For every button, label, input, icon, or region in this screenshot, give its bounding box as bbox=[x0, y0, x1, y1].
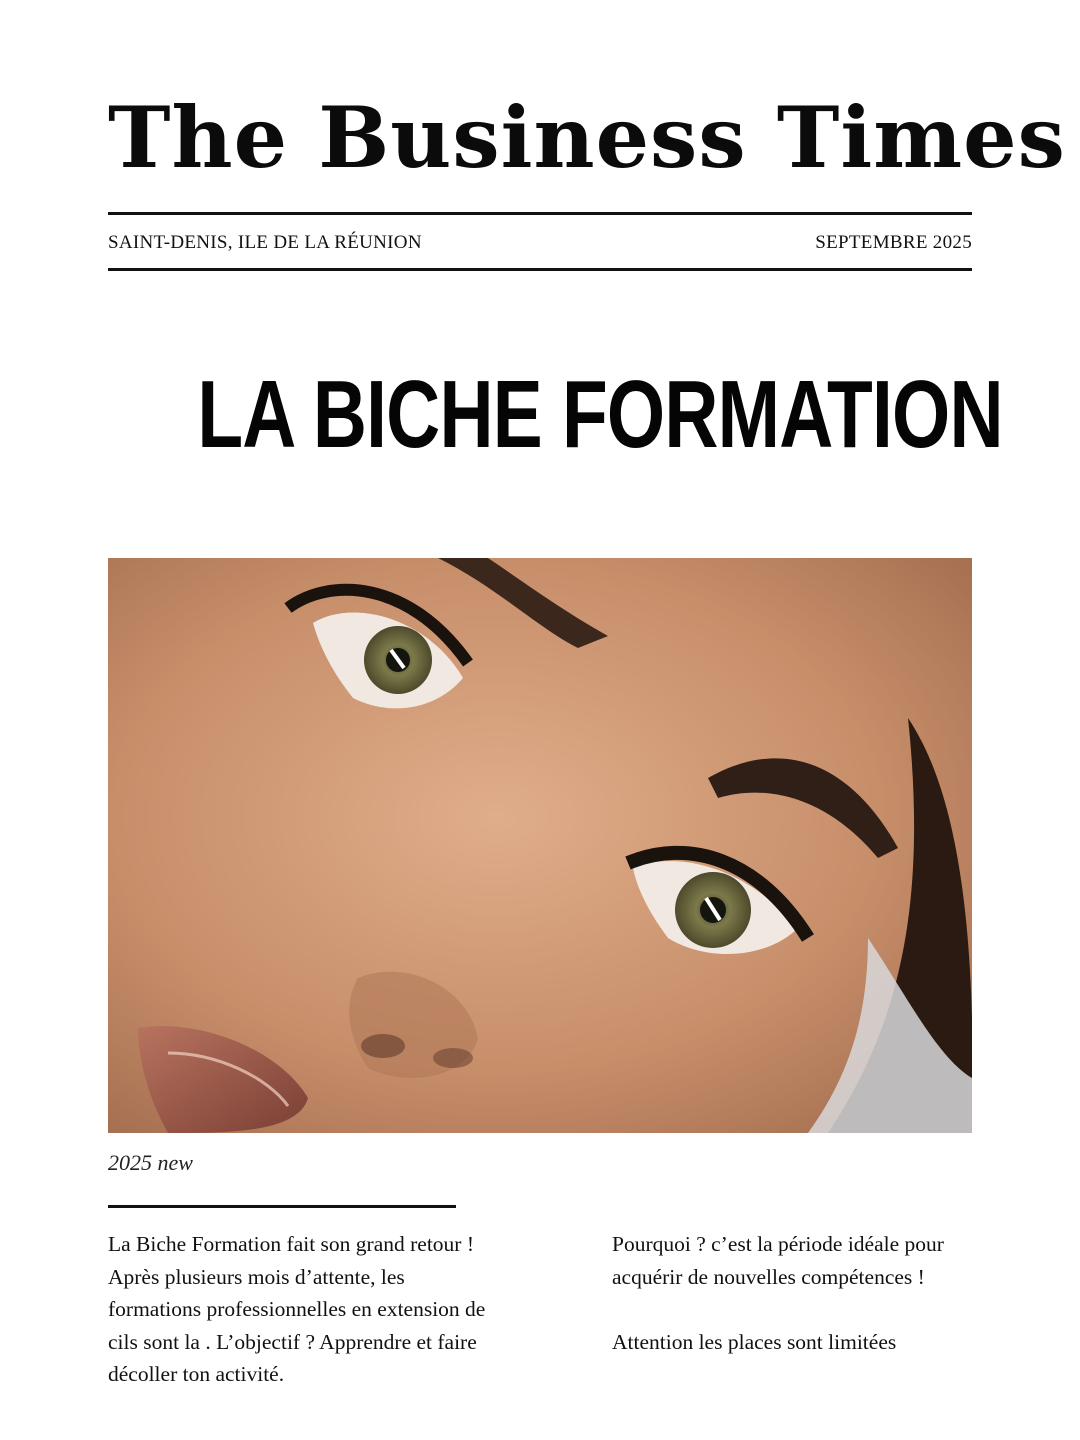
article-line: formations professionnelles en extension de bbox=[108, 1297, 486, 1321]
cover-photo bbox=[108, 558, 972, 1133]
dateline-date: SEPTEMBRE 2025 bbox=[815, 232, 972, 253]
article-note: Attention les places sont limitées bbox=[612, 1329, 897, 1354]
cover-photo-illustration bbox=[108, 558, 972, 1133]
masthead-rule-top bbox=[108, 212, 972, 215]
headline: LA BICHE FORMATION bbox=[197, 361, 1003, 468]
article-line: décoller ton activité. bbox=[108, 1362, 285, 1386]
article-right-column bbox=[612, 1228, 992, 1358]
article-left-column bbox=[108, 1228, 528, 1391]
article-line: cils sont la . L’objectif ? Apprendre et faire bbox=[108, 1329, 477, 1354]
dateline-location: SAINT-DENIS, ILE DE LA RÉUNION bbox=[108, 232, 422, 253]
masthead-rule-bottom bbox=[108, 268, 972, 271]
photo-caption: 2025 new bbox=[108, 1150, 193, 1175]
article-line: Après plusieurs mois d’attente, les bbox=[108, 1264, 405, 1289]
masthead-title: The Business Times bbox=[108, 88, 1066, 187]
dateline bbox=[108, 228, 972, 258]
article-line: La Biche Formation fait son grand retour ! bbox=[108, 1232, 474, 1256]
column-rule bbox=[108, 1205, 456, 1208]
article-line: acquérir de nouvelles compétences ! bbox=[612, 1264, 925, 1289]
article-line: Pourquoi ? c’est la période idéale pour bbox=[612, 1232, 944, 1256]
